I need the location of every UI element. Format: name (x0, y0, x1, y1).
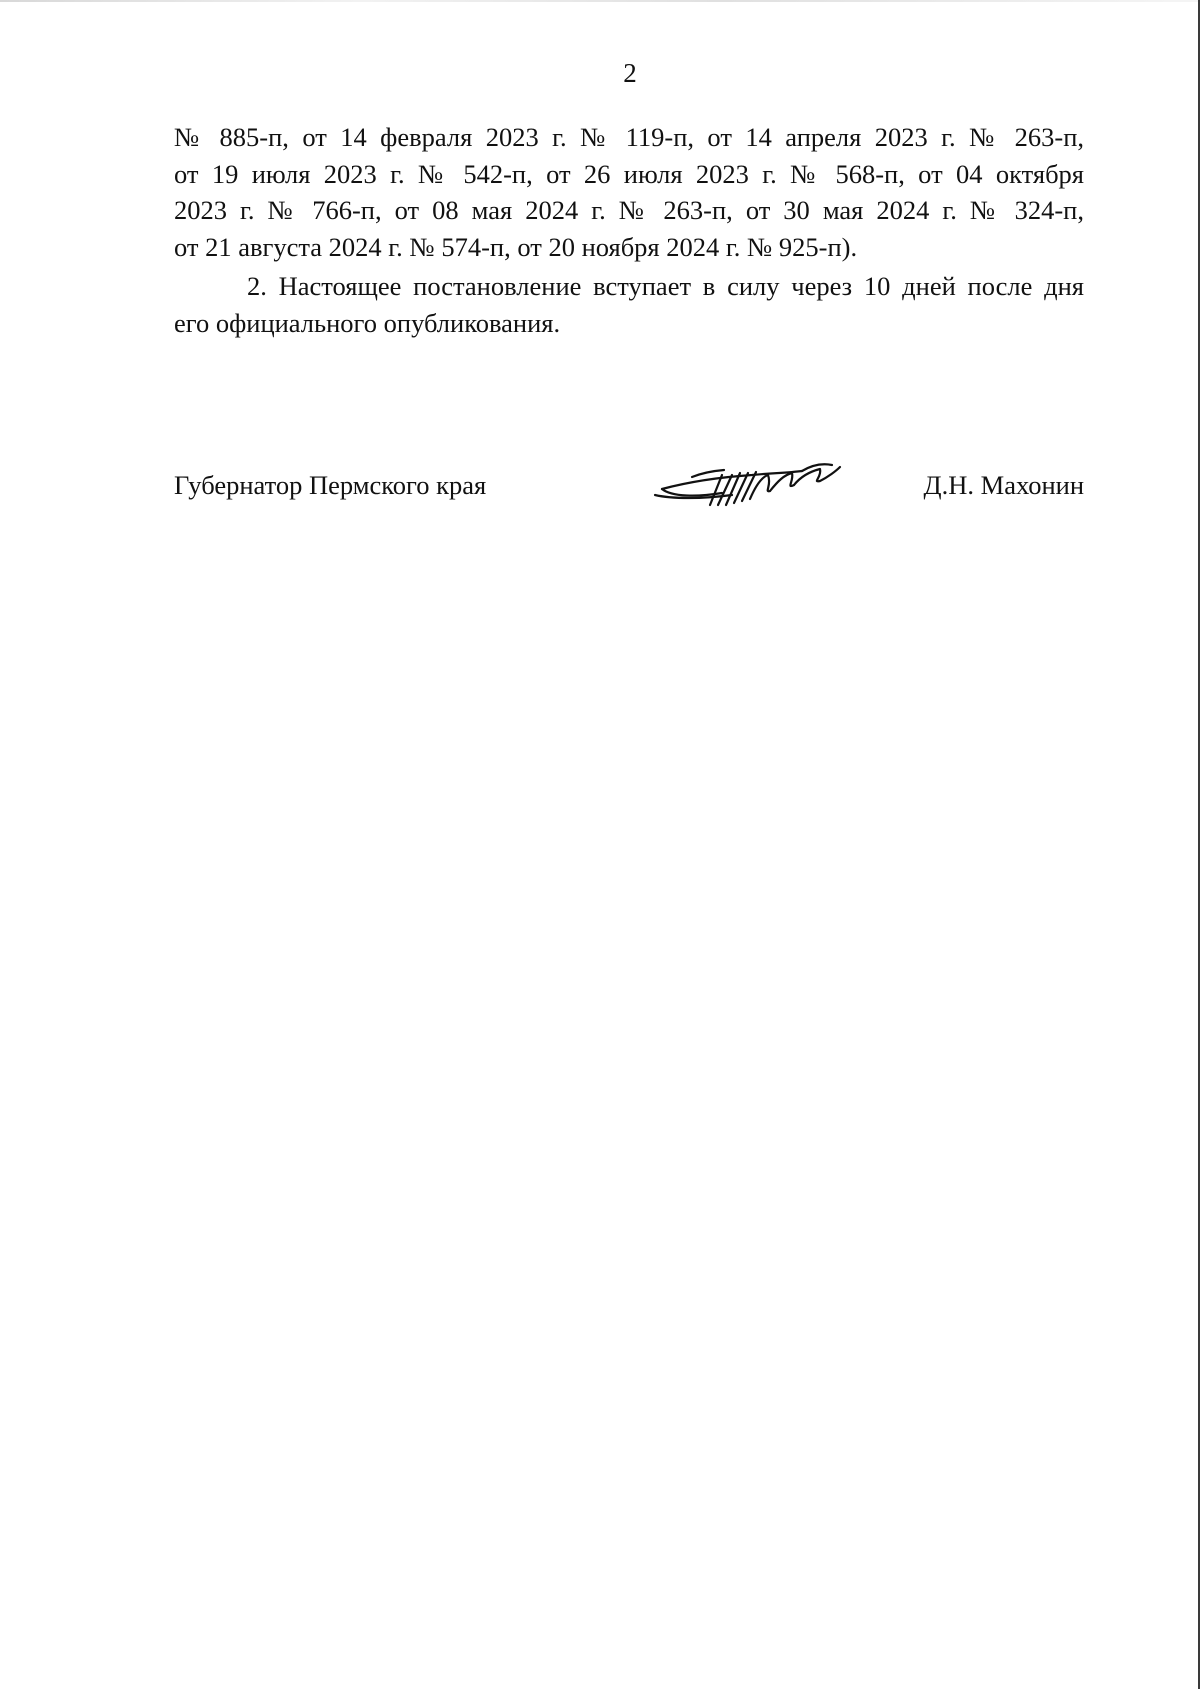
signatory-position: Губернатор Пермского края (174, 470, 487, 500)
signature-icon (652, 455, 844, 515)
paragraph-1-line-2: от 19 июля 2023 г. № 542-п, от 26 июля 2023 г. № 568-п, от 04 октября (174, 158, 1084, 189)
paragraph-2-line-1: 2. Настоящее постановление вступает в силу через 10 дней после дня (247, 271, 1084, 301)
page-number: 2 (623, 58, 637, 88)
signatory-name: Д.Н. Махонин (923, 470, 1084, 500)
paragraph-2-line-2: его официального опубликования. (174, 307, 561, 338)
paragraph-1-line-4: от 21 августа 2024 г. № 574-п, от 20 ноября 2024 г. № 925-п). (174, 231, 858, 262)
signature-block (174, 470, 1084, 510)
paragraph-1-line-1: № 885-п, от 14 февраля 2023 г. № 119-п, от 14 апреля 2023 г. № 263-п, (174, 122, 1084, 152)
paragraph-1-line-3: 2023 г. № 766-п, от 08 мая 2024 г. № 263-п, от 30 мая 2024 г. № 324-п, (174, 195, 1084, 225)
handwritten-signature (652, 455, 844, 515)
scan-edge-top (0, 0, 1200, 2)
document-body (174, 119, 1084, 341)
